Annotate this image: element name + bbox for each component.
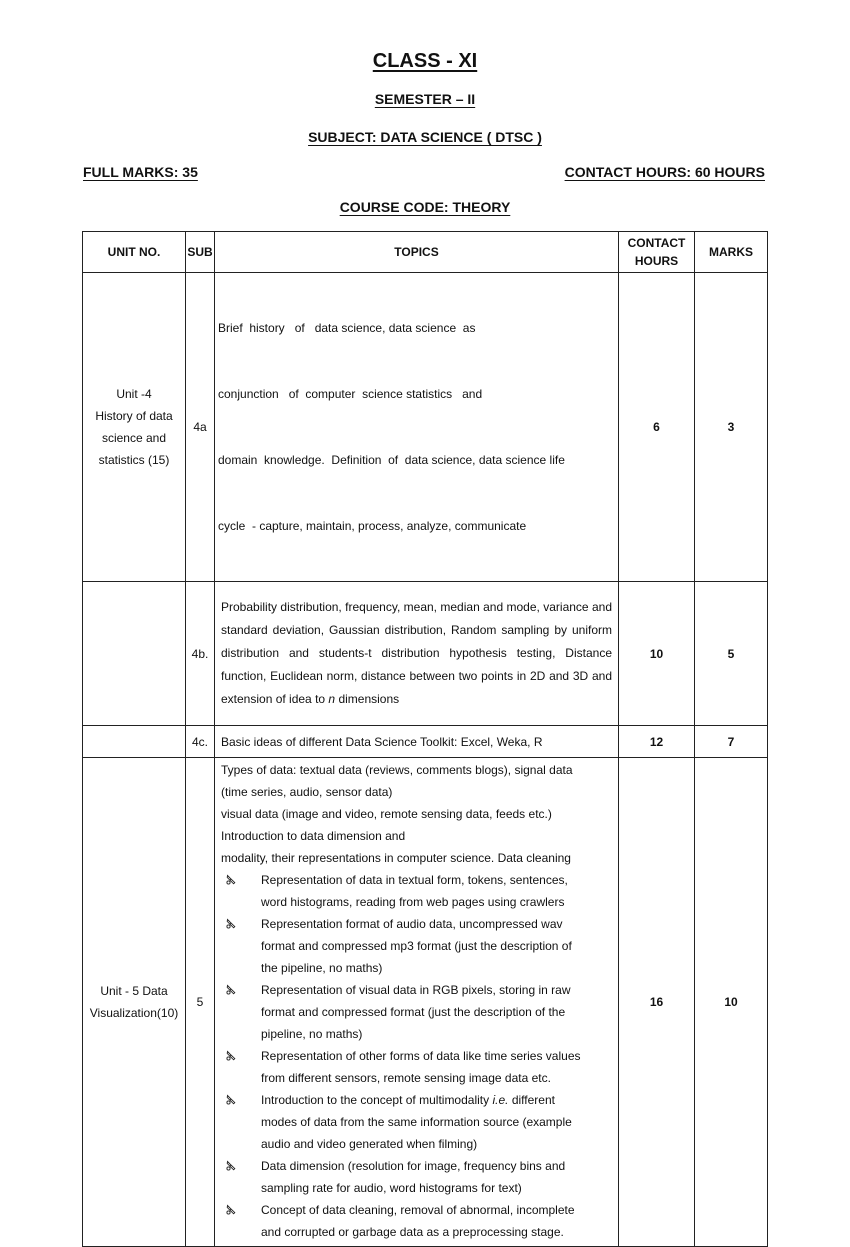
intro-line: modality, their representations in computer science. Data cleaning [221,851,571,865]
full-marks: FULL MARKS: 35 [83,164,198,180]
bullet-text [261,869,612,913]
header-marks: MARKS [695,232,768,273]
hand-pointer-icon [221,1089,261,1111]
topic-cell [215,582,619,726]
bullet-list [221,869,612,1243]
topic-cell: Basic ideas of different Data Science Toolkit: Excel, Weka, R [215,726,619,758]
sub-cell: 4a [186,273,215,582]
bullet-item [221,1089,612,1155]
hand-pointer-icon [221,1199,261,1221]
bullet-line: modes of data from the same information source (example [261,1115,572,1129]
hours-cell: 10 [619,582,695,726]
hand-pointer-icon [221,1155,261,1177]
bullet-line: audio and video generated when filming) [261,1137,478,1151]
table-row [83,582,768,726]
topic-line: cycle - capture, maintain, process, analyze, communicate [218,519,527,533]
hours-cell: 16 [619,758,695,1247]
bullet-line: format and compressed format (just the description of the [261,1005,566,1019]
bullet-item [221,1155,612,1199]
topic-italic-n: n [328,692,336,706]
unit-line: History of data [95,409,173,423]
bullet-item [221,1045,612,1089]
bullet-line: pipeline, no maths) [261,1027,363,1041]
unit-cell [83,726,186,758]
table-row [83,758,768,1247]
hand-pointer-icon [221,869,261,891]
topic-text-end: dimensions [335,692,400,706]
header-unit: UNIT NO. [83,232,186,273]
bullet-item [221,869,612,913]
intro-line: (time series, audio, sensor data) [221,785,393,799]
bullet-line: Data dimension (resolution for image, frequency bins and [261,1159,566,1173]
hours-cell: 12 [619,726,695,758]
bullet-line: Representation of data in textual form, tokens, sentences, [261,873,568,887]
intro-line: Types of data: textual data (reviews, comments blogs), signal data [221,763,573,777]
unit-line: science and [101,431,167,445]
subject-title: SUBJECT: DATA SCIENCE ( DTSC ) [308,129,542,145]
bullet-line: Representation of other forms of data like time series values [261,1049,581,1063]
unit-line: statistics (15) [98,453,170,467]
marks-cell: 3 [695,273,768,582]
bullet-line: sampling rate for audio, word histograms for text) [261,1181,522,1195]
syllabus-table [82,231,768,1247]
bullet-item [221,913,612,979]
sub-cell: 4c. [186,726,215,758]
bullet-line: from different sensors, remote sensing image data etc. [261,1071,551,1085]
table-row [83,273,768,582]
hours-cell: 6 [619,273,695,582]
unit-line: Unit - 5 Data [100,984,168,998]
table-header-row [83,232,768,273]
sub-cell: 4b. [186,582,215,726]
bullet-line: format and compressed mp3 format (just the description of [261,939,572,953]
unit-cell [83,758,186,1247]
marks-cell: 10 [695,758,768,1247]
bullet-line: Concept of data cleaning, removal of abnormal, incomplete [261,1203,575,1217]
semester-title: SEMESTER – II [374,91,476,107]
table-row [83,726,768,758]
bullet-line: word histograms, reading from web pages using crawlers [261,895,565,909]
hand-pointer-icon [221,1045,261,1067]
bullet-line: and corrupted or garbage data as a preprocessing stage. [261,1225,564,1239]
unit-line: Visualization(10) [89,1006,179,1020]
topic-cell [215,758,619,1247]
bullet-item [221,1199,612,1243]
marks-cell: 5 [695,582,768,726]
bullet-line: Representation of visual data in RGB pixels, storing in raw [261,983,571,997]
bullet-line: Representation format of audio data, uncompressed wav [261,917,563,931]
header-sub: SUB [186,232,215,273]
unit-cell [83,273,186,582]
header-contact-hours [619,232,695,273]
bullet-line: the pipeline, no maths) [261,961,383,975]
class-title: CLASS - XI [372,50,478,72]
header-topics: TOPICS [215,232,619,273]
marks-cell: 7 [695,726,768,758]
intro-line: Introduction to data dimension and [221,829,406,843]
topic-text: Probability distribution, frequency, mean, median and mode, variance and standard deviation, Gaussian distribution, Random sampling by uniform distribution and students-t distribution hypothesis testing, Distance function, Euclidean norm, distance between two points in 2D and 3D and extension of idea to [221,600,612,706]
bullet-text [261,1155,612,1199]
bullet-text [261,979,612,1045]
bullet-text [261,1045,612,1089]
contact-hours: CONTACT HOURS: 60 HOURS [564,164,765,180]
topic-line: domain knowledge. Definition of data science, data science life [218,453,565,467]
hand-pointer-icon [221,913,261,935]
bullet-text [261,1089,612,1155]
bullet-line: Introduction to the concept of multimodality i.e. different [261,1093,555,1107]
course-code: COURSE CODE: THEORY [339,199,511,215]
topic-cell [215,273,619,582]
sub-cell: 5 [186,758,215,1247]
unit-line: Unit -4 [116,387,152,401]
unit-cell [83,582,186,726]
bullet-text [261,1199,612,1243]
hand-pointer-icon [221,979,261,1001]
bullet-item [221,979,612,1045]
bullet-text [261,913,612,979]
topic-line: conjunction of computer science statistics and [218,387,483,401]
header-contact-line1: CONTACT [627,236,686,250]
intro-line: visual data (image and video, remote sensing data, feeds etc.) [221,807,552,821]
topic-line: Brief history of data science, data science as [218,321,476,335]
header-contact-line2: HOURS [634,254,679,268]
